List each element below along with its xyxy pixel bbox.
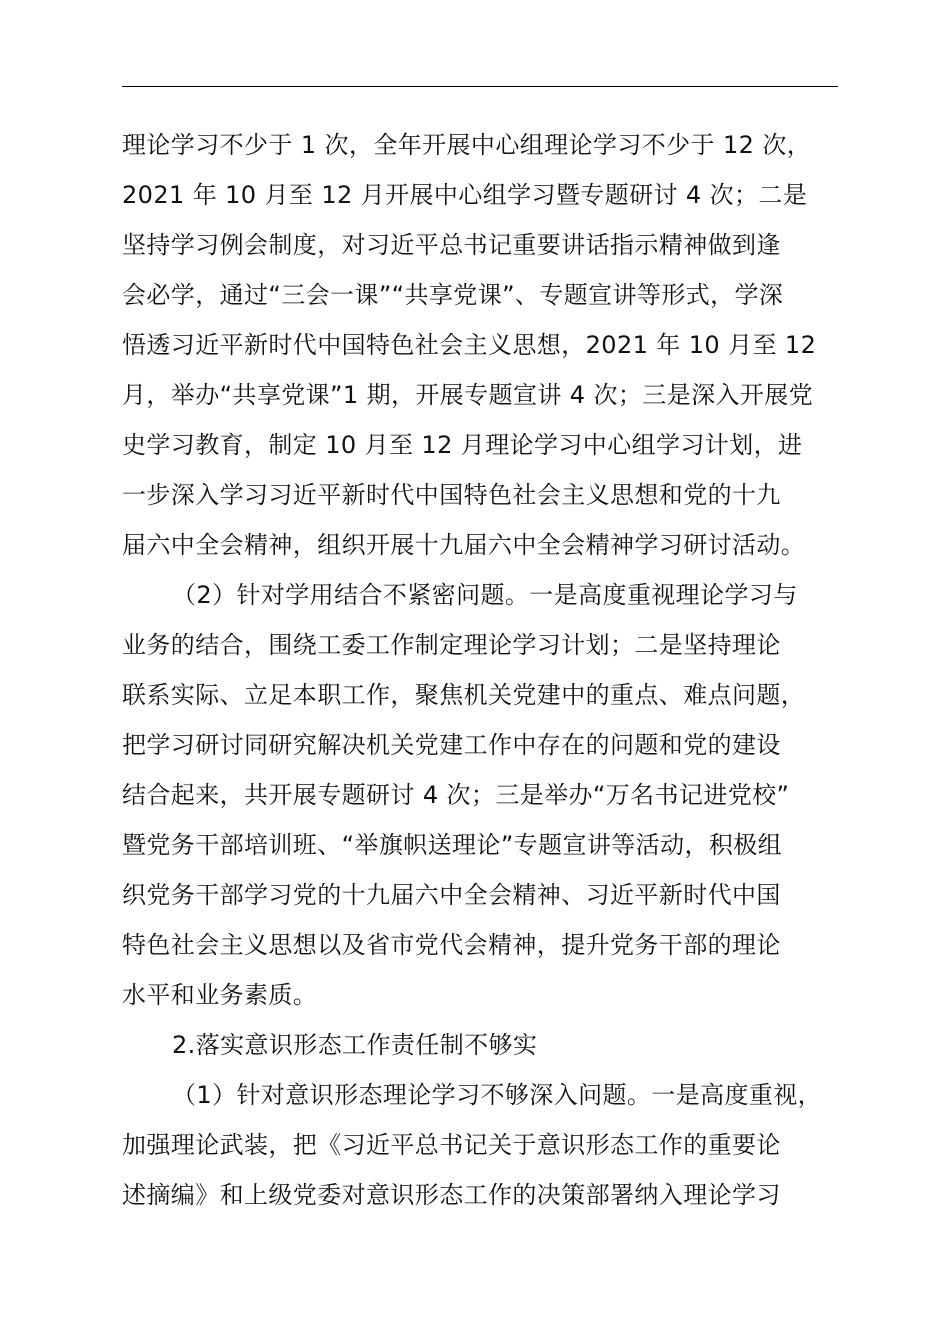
text-line: 联系实际、立足本职工作，聚焦机关党建中的重点、难点问题， xyxy=(122,681,806,709)
text-line: 结合起来，共开展专题研讨 4 次；三是举办“万名书记进党校” xyxy=(122,781,790,809)
text-line: 理论学习不少于 1 次，全年开展中心组理论学习不少于 12 次， xyxy=(122,131,812,159)
text-line: 2.落实意识形态工作责任制不够实 xyxy=(172,1031,538,1059)
text-line: 悟透习近平新时代中国特色社会主义思想，2021 年 10 月至 12 xyxy=(122,331,817,359)
text-line: 月，举办“共享党课”1 期，开展专题宣讲 4 次；三是深入开展党 xyxy=(122,381,814,409)
header-rule xyxy=(122,86,838,87)
text-line: 加强理论武装，把《习近平总书记关于意识形态工作的重要论 xyxy=(122,1131,781,1159)
text-line: 水平和业务素质。 xyxy=(122,981,318,1009)
text-line: 把学习研讨同研究解决机关党建工作中存在的问题和党的建设 xyxy=(122,731,781,759)
text-line: 一步深入学习习近平新时代中国特色社会主义思想和党的十九 xyxy=(122,481,781,509)
body-text xyxy=(122,120,850,1220)
text-line: （1）针对意识形态理论学习不够深入问题。一是高度重视， xyxy=(172,1081,823,1109)
text-line: 届六中全会精神，组织开展十九届六中全会精神学习研讨活动。 xyxy=(122,531,806,559)
text-line: 史学习教育，制定 10 月至 12 月理论学习中心组学习计划，进 xyxy=(122,431,803,459)
text-line: 暨党务干部培训班、“举旗帜送理论”专题宣讲等活动，积极组 xyxy=(122,831,783,859)
text-line: 2021 年 10 月至 12 月开展中心组学习暨专题研讨 4 次；二是 xyxy=(122,181,808,209)
text-line: 述摘编》和上级党委对意识形态工作的决策部署纳入理论学习 xyxy=(122,1181,781,1209)
text-line: 会必学，通过“三会一课”“共享党课”、专题宣讲等形式，学深 xyxy=(122,281,784,309)
text-line: （2）针对学用结合不紧密问题。一是高度重视理论学习与 xyxy=(172,581,798,609)
text-line: 织党务干部学习党的十九届六中全会精神、习近平新时代中国 xyxy=(122,881,781,909)
text-line: 坚持学习例会制度，对习近平总书记重要讲话指示精神做到逢 xyxy=(122,231,781,259)
text-line: 特色社会主义思想以及省市党代会精神，提升党务干部的理论 xyxy=(122,931,781,959)
text-line: 业务的结合，围绕工委工作制定理论学习计划；二是坚持理论 xyxy=(122,631,781,659)
